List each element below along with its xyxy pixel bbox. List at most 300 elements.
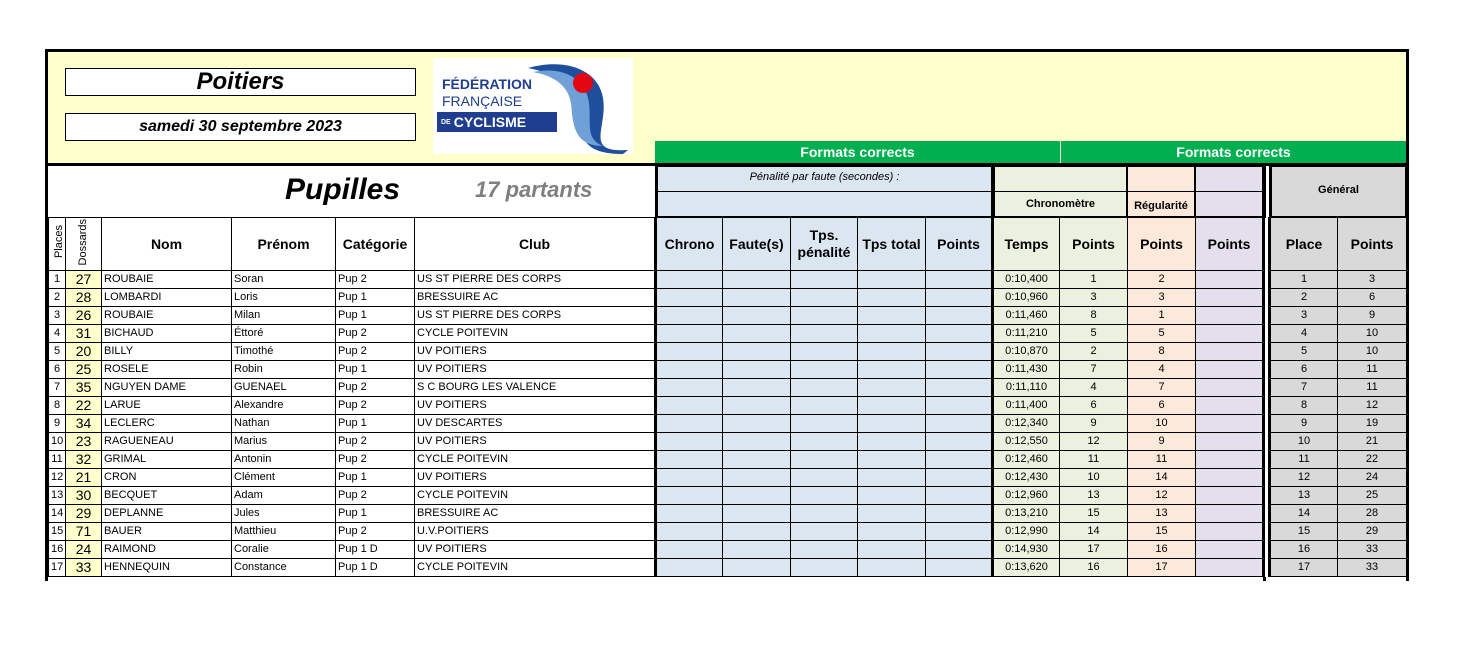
cell-points-regularite: 5: [1128, 325, 1196, 343]
cell-prenom: GUENAEL: [232, 379, 336, 397]
cell-dossard: 28: [66, 289, 102, 307]
cell-fautes: [723, 487, 791, 505]
cell-fautes: [723, 343, 791, 361]
col-points-extra: Points: [1196, 218, 1264, 271]
logo-line-1: FÉDÉRATION: [442, 76, 532, 92]
cell-place-general: 14: [1270, 505, 1338, 523]
cell-points-general: 3: [1338, 271, 1407, 289]
cell-place: 12: [49, 469, 66, 487]
cell-points-maniabilite: [926, 541, 993, 559]
cell-chrono: [656, 487, 723, 505]
cell-place: 17: [49, 559, 66, 577]
cell-tps-penalite: [791, 541, 858, 559]
cell-fautes: [723, 397, 791, 415]
cell-nom: LARUE: [102, 397, 232, 415]
cell-points-regularite: 1: [1128, 307, 1196, 325]
cell-points-maniabilite: [926, 469, 993, 487]
cell-tps-penalite: [791, 505, 858, 523]
cell-points-general: 24: [1338, 469, 1407, 487]
cell-points-general: 10: [1338, 343, 1407, 361]
cell-fautes: [723, 379, 791, 397]
cell-temps: 0:10,960: [993, 289, 1060, 307]
cell-nom: HENNEQUIN: [102, 559, 232, 577]
cell-categorie: Pup 1 D: [336, 541, 415, 559]
col-place-general: Place: [1270, 218, 1338, 271]
cell-tps-penalite: [791, 469, 858, 487]
cell-points-general: 10: [1338, 325, 1407, 343]
cell-place: 15: [49, 523, 66, 541]
cell-temps: 0:12,340: [993, 415, 1060, 433]
cell-tps-total: [858, 397, 926, 415]
cell-fautes: [723, 469, 791, 487]
cell-points-maniabilite: [926, 523, 993, 541]
table-row: [49, 415, 1407, 433]
cell-club: CYCLE POITEVIN: [415, 451, 656, 469]
cell-place-general: 3: [1270, 307, 1338, 325]
cell-points-extra: [1196, 487, 1264, 505]
cell-dossard: 29: [66, 505, 102, 523]
cell-points-extra: [1196, 541, 1264, 559]
cell-tps-penalite: [791, 397, 858, 415]
cell-tps-total: [858, 433, 926, 451]
cell-points-extra: [1196, 343, 1264, 361]
cell-categorie: Pup 2: [336, 343, 415, 361]
cell-temps: 0:11,110: [993, 379, 1060, 397]
cell-points-chrono: 17: [1060, 541, 1128, 559]
cell-points-chrono: 6: [1060, 397, 1128, 415]
cell-place-general: 13: [1270, 487, 1338, 505]
cell-place-general: 17: [1270, 559, 1338, 577]
cell-temps: 0:10,870: [993, 343, 1060, 361]
cell-temps: 0:10,400: [993, 271, 1060, 289]
logo-line-3-band: [437, 112, 557, 132]
cell-nom: ROUBAIE: [102, 271, 232, 289]
cell-club: CYCLE POITEVIN: [415, 559, 656, 577]
cell-categorie: Pup 1: [336, 361, 415, 379]
cell-tps-total: [858, 325, 926, 343]
cell-place: 10: [49, 433, 66, 451]
category-title: Pupilles: [285, 173, 401, 206]
cell-tps-total: [858, 307, 926, 325]
cell-points-chrono: 11: [1060, 451, 1128, 469]
cell-tps-penalite: [791, 307, 858, 325]
cell-points-maniabilite: [926, 487, 993, 505]
cell-chrono: [656, 289, 723, 307]
cell-categorie: Pup 2: [336, 487, 415, 505]
cell-points-general: 21: [1338, 433, 1407, 451]
cell-points-regularite: 15: [1128, 523, 1196, 541]
cell-points-chrono: 15: [1060, 505, 1128, 523]
cell-club: U.V.POITIERS: [415, 523, 656, 541]
cell-club: UV DESCARTES: [415, 415, 656, 433]
cell-place: 9: [49, 415, 66, 433]
table-row: [49, 343, 1407, 361]
cell-place-general: 1: [1270, 271, 1338, 289]
cell-points-extra: [1196, 469, 1264, 487]
cell-points-extra: [1196, 397, 1264, 415]
cell-place-general: 2: [1270, 289, 1338, 307]
cell-points-regularite: 2: [1128, 271, 1196, 289]
cell-club: UV POITIERS: [415, 541, 656, 559]
table-row: [49, 451, 1407, 469]
cell-prenom: Alexandre: [232, 397, 336, 415]
cell-categorie: Pup 2: [336, 451, 415, 469]
cell-dossard: 26: [66, 307, 102, 325]
cell-club: S C BOURG LES VALENCE: [415, 379, 656, 397]
cell-categorie: Pup 1: [336, 289, 415, 307]
cell-prenom: Constance: [232, 559, 336, 577]
cell-categorie: Pup 1: [336, 505, 415, 523]
logo-line-2: FRANÇAISE: [442, 93, 523, 109]
col-nom: Nom: [102, 218, 232, 271]
cell-tps-total: [858, 469, 926, 487]
cell-chrono: [656, 271, 723, 289]
cell-points-chrono: 8: [1060, 307, 1128, 325]
col-tps-penalite: Tps. pénalité: [791, 218, 858, 271]
cell-place-general: 9: [1270, 415, 1338, 433]
cell-points-general: 25: [1338, 487, 1407, 505]
col-points-chrono: Points: [1060, 218, 1128, 271]
section-general-label: Général: [1318, 184, 1359, 196]
event-date: samedi 30 septembre 2023: [139, 118, 342, 135]
cell-prenom: Milan: [232, 307, 336, 325]
cell-points-maniabilite: [926, 505, 993, 523]
general-section-header: [1269, 166, 1406, 217]
cell-points-chrono: 16: [1060, 559, 1128, 577]
results-sheet: [45, 49, 1409, 581]
cell-prenom: Loris: [232, 289, 336, 307]
cell-points-maniabilite: [926, 325, 993, 343]
cell-nom: CRON: [102, 469, 232, 487]
col-prenom: Prénom: [232, 218, 336, 271]
cell-points-regularite: 7: [1128, 379, 1196, 397]
chrono-section-header: [992, 166, 1127, 217]
cell-prenom: Jules: [232, 505, 336, 523]
column-header-row: [49, 218, 1407, 271]
table-row: [49, 325, 1407, 343]
cell-points-general: 33: [1338, 559, 1407, 577]
table-row: [49, 559, 1407, 577]
cell-points-maniabilite: [926, 379, 993, 397]
cell-points-general: 29: [1338, 523, 1407, 541]
cell-nom: BILLY: [102, 343, 232, 361]
cell-club: UV POITIERS: [415, 469, 656, 487]
cell-points-maniabilite: [926, 451, 993, 469]
cell-points-extra: [1196, 289, 1264, 307]
cell-dossard: 21: [66, 469, 102, 487]
cell-nom: BAUER: [102, 523, 232, 541]
regularite-section-header: [1127, 166, 1195, 217]
cell-tps-total: [858, 415, 926, 433]
cell-dossard: 31: [66, 325, 102, 343]
cell-points-extra: [1196, 505, 1264, 523]
cell-points-chrono: 9: [1060, 415, 1128, 433]
cell-fautes: [723, 541, 791, 559]
cell-points-regularite: 11: [1128, 451, 1196, 469]
cell-chrono: [656, 433, 723, 451]
table-row: [49, 289, 1407, 307]
cell-fautes: [723, 289, 791, 307]
cell-dossard: 30: [66, 487, 102, 505]
cell-categorie: Pup 1: [336, 307, 415, 325]
cell-points-maniabilite: [926, 559, 993, 577]
cell-chrono: [656, 523, 723, 541]
cell-place-general: 4: [1270, 325, 1338, 343]
cell-club: US ST PIERRE DES CORPS: [415, 271, 656, 289]
cell-prenom: Clément: [232, 469, 336, 487]
cell-chrono: [656, 541, 723, 559]
cell-points-regularite: 17: [1128, 559, 1196, 577]
cell-temps: 0:12,550: [993, 433, 1060, 451]
cell-tps-penalite: [791, 433, 858, 451]
cell-points-maniabilite: [926, 307, 993, 325]
cell-prenom: Coralie: [232, 541, 336, 559]
cell-chrono: [656, 451, 723, 469]
cell-fautes: [723, 451, 791, 469]
section-regularite-label: Régularité: [1134, 200, 1188, 212]
cell-place-general: 6: [1270, 361, 1338, 379]
cell-categorie: Pup 2: [336, 433, 415, 451]
col-fautes: Faute(s): [723, 218, 791, 271]
cell-points-general: 22: [1338, 451, 1407, 469]
cell-place: 13: [49, 487, 66, 505]
cell-nom: ROSELE: [102, 361, 232, 379]
cell-categorie: Pup 2: [336, 271, 415, 289]
cell-points-chrono: 7: [1060, 361, 1128, 379]
cell-tps-penalite: [791, 415, 858, 433]
cell-categorie: Pup 2: [336, 325, 415, 343]
cell-tps-total: [858, 361, 926, 379]
cell-points-maniabilite: [926, 289, 993, 307]
cell-tps-penalite: [791, 379, 858, 397]
cell-club: CYCLE POITEVIN: [415, 487, 656, 505]
table-row: [49, 487, 1407, 505]
cell-temps: 0:11,460: [993, 307, 1060, 325]
cell-tps-total: [858, 451, 926, 469]
cell-points-extra: [1196, 451, 1264, 469]
city-title: Poitiers: [196, 68, 285, 95]
cell-place-general: 10: [1270, 433, 1338, 451]
cell-dossard: 23: [66, 433, 102, 451]
cell-tps-total: [858, 487, 926, 505]
cell-points-general: 12: [1338, 397, 1407, 415]
cell-chrono: [656, 415, 723, 433]
col-temps: Temps: [993, 218, 1060, 271]
cell-place: 8: [49, 397, 66, 415]
col-categorie: Catégorie: [336, 218, 415, 271]
col-points-regularite: Points: [1128, 218, 1196, 271]
cell-place-general: 16: [1270, 541, 1338, 559]
cell-nom: BECQUET: [102, 487, 232, 505]
col-tps-total: Tps total: [858, 218, 926, 271]
cell-dossard: 33: [66, 559, 102, 577]
cell-place: 6: [49, 361, 66, 379]
cell-club: US ST PIERRE DES CORPS: [415, 307, 656, 325]
cell-club: CYCLE POITEVIN: [415, 325, 656, 343]
col-points-maniabilite: Points: [926, 218, 993, 271]
cell-points-general: 19: [1338, 415, 1407, 433]
starters-count: 17 partants: [475, 177, 593, 202]
cell-points-regularite: 13: [1128, 505, 1196, 523]
cell-points-extra: [1196, 523, 1264, 541]
penalty-header: [655, 166, 992, 217]
cell-points-maniabilite: [926, 361, 993, 379]
results-table: [48, 217, 1407, 577]
cell-prenom: Soran: [232, 271, 336, 289]
cell-place-general: 15: [1270, 523, 1338, 541]
cell-points-general: 9: [1338, 307, 1407, 325]
cell-temps: 0:13,620: [993, 559, 1060, 577]
table-row: [49, 379, 1407, 397]
cell-points-extra: [1196, 415, 1264, 433]
cell-points-chrono: 5: [1060, 325, 1128, 343]
cell-temps: 0:13,210: [993, 505, 1060, 523]
cell-categorie: Pup 1 D: [336, 559, 415, 577]
cell-points-general: 6: [1338, 289, 1407, 307]
cell-chrono: [656, 379, 723, 397]
cell-points-maniabilite: [926, 397, 993, 415]
cell-place: 1: [49, 271, 66, 289]
cell-chrono: [656, 343, 723, 361]
cell-place: 14: [49, 505, 66, 523]
cell-prenom: Éttoré: [232, 325, 336, 343]
cell-prenom: Adam: [232, 487, 336, 505]
cell-chrono: [656, 469, 723, 487]
cell-tps-total: [858, 541, 926, 559]
cell-points-chrono: 13: [1060, 487, 1128, 505]
cell-points-chrono: 10: [1060, 469, 1128, 487]
cell-place: 11: [49, 451, 66, 469]
cell-fautes: [723, 271, 791, 289]
cell-temps: 0:11,400: [993, 397, 1060, 415]
cell-tps-total: [858, 505, 926, 523]
table-row: [49, 523, 1407, 541]
date-box: [65, 113, 416, 141]
cell-place-general: 12: [1270, 469, 1338, 487]
cell-club: UV POITIERS: [415, 397, 656, 415]
cell-prenom: Nathan: [232, 415, 336, 433]
cell-categorie: Pup 2: [336, 379, 415, 397]
cell-fautes: [723, 559, 791, 577]
cell-nom: LECLERC: [102, 415, 232, 433]
ffc-logo: [433, 58, 633, 154]
cell-club: UV POITIERS: [415, 361, 656, 379]
cell-points-general: 11: [1338, 379, 1407, 397]
cell-tps-penalite: [791, 325, 858, 343]
cell-categorie: Pup 1: [336, 415, 415, 433]
cell-chrono: [656, 559, 723, 577]
cell-nom: RAIMOND: [102, 541, 232, 559]
cell-nom: DEPLANNE: [102, 505, 232, 523]
cell-tps-penalite: [791, 523, 858, 541]
cell-dossard: 27: [66, 271, 102, 289]
cell-nom: LOMBARDI: [102, 289, 232, 307]
cell-points-extra: [1196, 325, 1264, 343]
cell-points-extra: [1196, 433, 1264, 451]
cell-tps-total: [858, 343, 926, 361]
table-row: [49, 271, 1407, 289]
cell-temps: 0:12,960: [993, 487, 1060, 505]
table-row: [49, 469, 1407, 487]
cell-tps-penalite: [791, 343, 858, 361]
cell-dossard: 32: [66, 451, 102, 469]
col-club: Club: [415, 218, 656, 271]
table-row: [49, 505, 1407, 523]
cell-place: 16: [49, 541, 66, 559]
results-body: [49, 271, 1407, 577]
extra-section-header: [1195, 166, 1263, 217]
cell-fautes: [723, 505, 791, 523]
format-status-2: Formats corrects: [1061, 141, 1406, 163]
cell-prenom: Robin: [232, 361, 336, 379]
cell-categorie: Pup 1: [336, 469, 415, 487]
table-row: [49, 397, 1407, 415]
cell-points-regularite: 4: [1128, 361, 1196, 379]
cell-fautes: [723, 415, 791, 433]
cell-chrono: [656, 505, 723, 523]
cell-tps-total: [858, 379, 926, 397]
cell-place: 5: [49, 343, 66, 361]
city-box: [65, 68, 416, 96]
cell-dossard: 71: [66, 523, 102, 541]
cell-tps-penalite: [791, 451, 858, 469]
cell-temps: 0:12,990: [993, 523, 1060, 541]
cell-fautes: [723, 523, 791, 541]
cell-place-general: 7: [1270, 379, 1338, 397]
cell-points-chrono: 2: [1060, 343, 1128, 361]
cell-place-general: 8: [1270, 397, 1338, 415]
cell-place: 7: [49, 379, 66, 397]
cell-points-chrono: 1: [1060, 271, 1128, 289]
col-dossards: Dossards: [66, 218, 102, 271]
cell-club: BRESSUIRE AC: [415, 505, 656, 523]
cell-fautes: [723, 325, 791, 343]
cell-tps-penalite: [791, 271, 858, 289]
cell-tps-penalite: [791, 289, 858, 307]
cell-club: UV POITIERS: [415, 433, 656, 451]
table-row: [49, 541, 1407, 559]
logo-line-3-prefix: DE: [441, 118, 451, 126]
cell-place-general: 5: [1270, 343, 1338, 361]
table-row: [49, 307, 1407, 325]
col-points-general: Points: [1338, 218, 1407, 271]
cell-tps-penalite: [791, 559, 858, 577]
cell-temps: 0:12,430: [993, 469, 1060, 487]
cell-place: 2: [49, 289, 66, 307]
cell-chrono: [656, 307, 723, 325]
col-chrono: Chrono: [656, 218, 723, 271]
cell-points-regularite: 14: [1128, 469, 1196, 487]
cell-dossard: 35: [66, 379, 102, 397]
cell-points-extra: [1196, 307, 1264, 325]
cell-club: BRESSUIRE AC: [415, 289, 656, 307]
cell-points-regularite: 16: [1128, 541, 1196, 559]
cell-points-chrono: 12: [1060, 433, 1128, 451]
cell-points-extra: [1196, 559, 1264, 577]
section-chrono-label: Chronomètre: [1025, 198, 1096, 210]
cell-prenom: Antonin: [232, 451, 336, 469]
cell-points-regularite: 9: [1128, 433, 1196, 451]
cell-dossard: 34: [66, 415, 102, 433]
penalty-note: Pénalité par faute (secondes) :: [749, 171, 900, 183]
cell-points-general: 11: [1338, 361, 1407, 379]
cell-prenom: Marius: [232, 433, 336, 451]
cell-nom: ROUBAIE: [102, 307, 232, 325]
cell-points-regularite: 8: [1128, 343, 1196, 361]
cell-place: 4: [49, 325, 66, 343]
cell-chrono: [656, 397, 723, 415]
cell-points-regularite: 12: [1128, 487, 1196, 505]
